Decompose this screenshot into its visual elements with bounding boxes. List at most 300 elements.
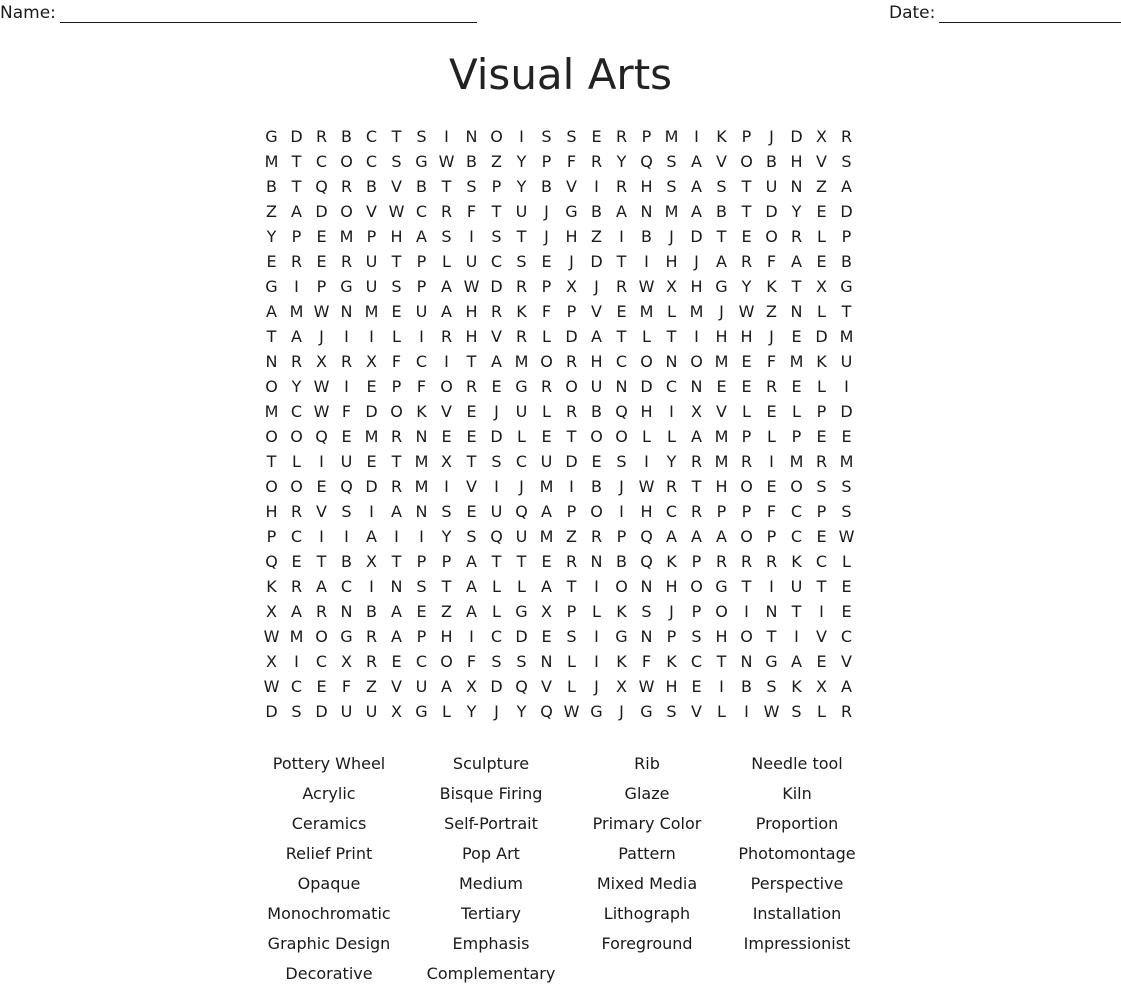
grid-letter: C <box>415 352 428 371</box>
grid-letter: C <box>815 552 828 571</box>
grid-letter: L <box>817 227 826 246</box>
grid-letter: T <box>741 577 752 596</box>
grid-letter: E <box>816 252 827 271</box>
grid-letter: J <box>594 277 599 296</box>
grid-letter: O <box>265 377 278 396</box>
grid-letter: I <box>494 477 499 496</box>
grid-letter: C <box>340 577 353 596</box>
grid-letter: A <box>691 177 702 196</box>
grid-letter: T <box>391 252 402 271</box>
grid-letter: E <box>816 202 827 221</box>
grid-letter: O <box>265 427 278 446</box>
grid-letter: I <box>569 477 574 496</box>
grid-letter: R <box>815 452 828 471</box>
grid-letter: T <box>466 452 477 471</box>
grid-letter: R <box>340 252 353 271</box>
grid-letter: F <box>541 302 552 321</box>
grid-letter: J <box>619 477 624 496</box>
grid-letter: N <box>590 552 603 571</box>
grid-letter: O <box>290 477 303 496</box>
grid-letter: Q <box>515 502 528 521</box>
date-blank-line[interactable] <box>939 6 1121 23</box>
grid-letter: R <box>440 327 453 346</box>
grid-letter: P <box>641 127 652 146</box>
grid-letter: R <box>290 252 303 271</box>
grid-letter: P <box>716 502 727 521</box>
grid-letter: R <box>465 377 478 396</box>
grid-letter: J <box>519 477 524 496</box>
grid-letter: A <box>716 527 727 546</box>
grid-letter: I <box>344 327 349 346</box>
grid-letter: X <box>341 652 352 671</box>
grid-letter: X <box>391 702 402 721</box>
grid-letter: K <box>666 652 677 671</box>
grid-letter: L <box>492 602 501 621</box>
grid-letter: V <box>716 152 727 171</box>
grid-letter: I <box>444 477 449 496</box>
grid-letter: J <box>494 402 499 421</box>
grid-letter: J <box>594 677 599 696</box>
grid-letter: C <box>490 252 503 271</box>
grid-letter: E <box>791 327 802 346</box>
grid-letter: C <box>690 652 703 671</box>
grid-letter: U <box>515 402 528 421</box>
grid-letter: I <box>794 627 799 646</box>
grid-letter: D <box>590 252 603 271</box>
grid-letter: U <box>415 677 428 696</box>
grid-letter: H <box>565 227 578 246</box>
grid-letter: R <box>790 227 803 246</box>
grid-letter: V <box>841 652 852 671</box>
grid-letter: K <box>416 402 427 421</box>
grid-letter: Y <box>741 277 752 296</box>
grid-letter: E <box>366 377 377 396</box>
grid-letter: R <box>690 502 703 521</box>
grid-letter: I <box>744 702 749 721</box>
grid-letter: P <box>491 177 502 196</box>
grid-letter: K <box>266 577 277 596</box>
grid-letter: N <box>665 352 678 371</box>
grid-letter: P <box>416 627 427 646</box>
grid-letter: Y <box>516 152 527 171</box>
grid-letter: V <box>441 402 452 421</box>
grid-letter: U <box>515 202 528 221</box>
grid-letter: G <box>765 652 778 671</box>
grid-letter: A <box>441 677 452 696</box>
grid-letter: K <box>816 352 827 371</box>
grid-letter: N <box>265 352 278 371</box>
grid-letter: S <box>716 177 727 196</box>
grid-letter: V <box>466 477 477 496</box>
date-field <box>889 3 1121 23</box>
grid-letter: H <box>715 627 728 646</box>
grid-letter: U <box>765 177 778 196</box>
grid-letter: W <box>263 627 280 646</box>
grid-letter: P <box>266 527 277 546</box>
grid-letter: H <box>790 152 803 171</box>
grid-letter: G <box>565 202 578 221</box>
grid-letter: R <box>365 652 378 671</box>
grid-letter: T <box>466 352 477 371</box>
grid-letter: W <box>438 152 455 171</box>
grid-letter: N <box>415 427 428 446</box>
grid-letter: L <box>642 427 651 446</box>
grid-letter: F <box>341 402 352 421</box>
grid-letter: E <box>816 427 827 446</box>
grid-letter: E <box>741 377 752 396</box>
grid-letter: Z <box>491 152 502 171</box>
grid-letter: Q <box>540 702 553 721</box>
name-blank-line[interactable] <box>60 6 477 23</box>
grid-letter: U <box>490 502 503 521</box>
grid-letter: O <box>390 402 403 421</box>
grid-letter: X <box>816 127 827 146</box>
grid-letter: I <box>744 602 749 621</box>
grid-letter: Q <box>315 427 328 446</box>
grid-letter: L <box>667 302 676 321</box>
grid-letter: S <box>841 502 852 521</box>
word-list-item: Glaze <box>624 784 670 803</box>
grid-letter: C <box>315 152 328 171</box>
grid-letter: O <box>690 577 703 596</box>
grid-letter: P <box>816 502 827 521</box>
grid-letter: K <box>616 652 627 671</box>
grid-letter: V <box>716 402 727 421</box>
grid-letter: Y <box>466 702 477 721</box>
grid-letter: M <box>714 352 729 371</box>
grid-letter: D <box>315 202 328 221</box>
grid-letter: Y <box>616 152 627 171</box>
grid-letter: T <box>516 227 527 246</box>
grid-letter: D <box>365 477 378 496</box>
grid-letter: I <box>369 577 374 596</box>
grid-letter: S <box>566 627 577 646</box>
grid-letter: X <box>566 277 577 296</box>
grid-letter: T <box>266 452 277 471</box>
grid-letter: V <box>366 202 377 221</box>
grid-letter: P <box>741 127 752 146</box>
grid-letter: W <box>313 402 330 421</box>
grid-letter: B <box>766 152 777 171</box>
grid-letter: L <box>517 577 526 596</box>
grid-letter: C <box>415 202 428 221</box>
grid-letter: E <box>541 627 552 646</box>
word-list-item: Tertiary <box>460 904 522 923</box>
grid-letter: S <box>641 602 652 621</box>
page-title: Visual Arts <box>448 50 673 99</box>
grid-letter: R <box>665 477 678 496</box>
grid-letter: S <box>416 127 427 146</box>
word-list-item: Impressionist <box>743 934 851 953</box>
grid-letter: M <box>514 352 529 371</box>
grid-letter: M <box>364 427 379 446</box>
grid-letter: S <box>791 702 802 721</box>
grid-letter: E <box>316 227 327 246</box>
grid-letter: W <box>638 677 655 696</box>
grid-letter: U <box>365 702 378 721</box>
grid-letter: R <box>340 352 353 371</box>
grid-letter: X <box>691 402 702 421</box>
grid-letter: S <box>766 677 777 696</box>
grid-letter: V <box>691 702 702 721</box>
grid-letter: F <box>416 377 427 396</box>
grid-letter: M <box>364 302 379 321</box>
grid-letter: L <box>667 427 676 446</box>
grid-letter: O <box>265 477 278 496</box>
grid-letter: R <box>615 277 628 296</box>
grid-letter: Y <box>516 177 527 196</box>
grid-letter: P <box>316 277 327 296</box>
grid-letter: P <box>616 527 627 546</box>
grid-letter: I <box>619 227 624 246</box>
grid-letter: O <box>290 427 303 446</box>
grid-letter: I <box>694 327 699 346</box>
grid-letter: W <box>313 377 330 396</box>
grid-letter: Q <box>640 152 653 171</box>
word-list-item: Mixed Media <box>596 874 698 893</box>
grid-letter: T <box>816 577 827 596</box>
grid-letter: L <box>442 252 451 271</box>
grid-letter: C <box>665 502 678 521</box>
grid-letter: R <box>740 452 753 471</box>
grid-letter: C <box>365 127 378 146</box>
grid-letter: E <box>541 252 552 271</box>
grid-letter: B <box>341 127 352 146</box>
word-list-item: Pottery Wheel <box>272 754 386 773</box>
grid-letter: R <box>615 127 628 146</box>
grid-letter: Q <box>640 552 653 571</box>
grid-letter: B <box>841 252 852 271</box>
word-list-item: Perspective <box>750 874 844 893</box>
word-list-item: Complementary <box>426 964 556 983</box>
word-list-item: Opaque <box>297 874 361 893</box>
grid-letter: I <box>669 402 674 421</box>
grid-letter: W <box>838 527 855 546</box>
grid-letter: Z <box>816 177 827 196</box>
grid-letter: M <box>289 627 304 646</box>
grid-letter: W <box>563 702 580 721</box>
grid-letter: Q <box>340 477 353 496</box>
grid-letter: H <box>665 577 678 596</box>
grid-letter: S <box>391 277 402 296</box>
grid-letter: E <box>841 602 852 621</box>
grid-letter: E <box>841 427 852 446</box>
word-list <box>248 749 872 989</box>
grid-letter: C <box>790 527 803 546</box>
grid-letter: S <box>516 652 527 671</box>
grid-letter: O <box>540 352 553 371</box>
grid-letter: R <box>765 552 778 571</box>
grid-letter: N <box>790 302 803 321</box>
grid-letter: S <box>666 152 677 171</box>
grid-letter: S <box>666 177 677 196</box>
grid-letter: I <box>294 652 299 671</box>
grid-letter: P <box>566 602 577 621</box>
grid-letter: I <box>694 127 699 146</box>
grid-letter: M <box>539 527 554 546</box>
grid-letter: X <box>666 277 677 296</box>
grid-letter: E <box>616 302 627 321</box>
grid-letter: G <box>840 277 853 296</box>
grid-letter: S <box>816 477 827 496</box>
grid-letter: G <box>340 277 353 296</box>
grid-letter: S <box>491 452 502 471</box>
grid-letter: T <box>441 177 452 196</box>
grid-letter: Q <box>315 177 328 196</box>
word-list-item: Medium <box>459 874 523 893</box>
grid-letter: A <box>541 502 552 521</box>
word-list-item: Lithograph <box>603 904 691 923</box>
grid-letter: O <box>740 627 753 646</box>
grid-letter: C <box>365 152 378 171</box>
grid-letter: A <box>541 577 552 596</box>
grid-letter: H <box>740 327 753 346</box>
grid-letter: R <box>315 127 328 146</box>
grid-letter: K <box>716 127 727 146</box>
grid-letter: G <box>340 627 353 646</box>
grid-letter: B <box>541 177 552 196</box>
grid-letter: L <box>817 377 826 396</box>
grid-letter: H <box>440 627 453 646</box>
grid-letter: O <box>590 427 603 446</box>
grid-letter: E <box>741 352 752 371</box>
grid-letter: H <box>265 502 278 521</box>
grid-letter: U <box>590 377 603 396</box>
grid-letter: D <box>515 627 528 646</box>
grid-letter: D <box>640 377 653 396</box>
grid-letter: N <box>465 127 478 146</box>
grid-letter: G <box>715 577 728 596</box>
grid-letter: T <box>741 177 752 196</box>
grid-letter: E <box>766 402 777 421</box>
grid-letter: E <box>441 427 452 446</box>
grid-letter: H <box>640 177 653 196</box>
grid-letter: I <box>519 127 524 146</box>
grid-letter: D <box>690 227 703 246</box>
grid-letter: E <box>791 377 802 396</box>
grid-letter: W <box>738 302 755 321</box>
grid-letter: R <box>590 152 603 171</box>
grid-letter: Y <box>441 527 452 546</box>
grid-letter: S <box>416 577 427 596</box>
grid-letter: N <box>340 302 353 321</box>
grid-letter: O <box>690 352 703 371</box>
grid-letter: J <box>669 227 674 246</box>
grid-letter: G <box>265 277 278 296</box>
grid-letter: Q <box>640 527 653 546</box>
grid-letter: R <box>615 177 628 196</box>
grid-letter: C <box>415 652 428 671</box>
grid-letter: X <box>541 602 552 621</box>
grid-letter: M <box>289 302 304 321</box>
grid-letter: E <box>391 302 402 321</box>
grid-letter: R <box>540 377 553 396</box>
grid-letter: T <box>791 602 802 621</box>
grid-letter: F <box>391 352 402 371</box>
grid-letter: O <box>340 152 353 171</box>
grid-letter: R <box>290 577 303 596</box>
grid-letter: O <box>615 577 628 596</box>
grid-letter: I <box>594 577 599 596</box>
word-list-item: Rib <box>634 754 660 773</box>
grid-letter: E <box>841 577 852 596</box>
grid-letter: M <box>414 477 429 496</box>
grid-letter: I <box>619 502 624 521</box>
grid-letter: T <box>691 477 702 496</box>
grid-letter: M <box>789 352 804 371</box>
grid-letter: R <box>590 527 603 546</box>
grid-letter: X <box>441 452 452 471</box>
grid-letter: M <box>789 452 804 471</box>
grid-letter: T <box>566 577 577 596</box>
grid-letter: L <box>292 452 301 471</box>
grid-letter: N <box>640 627 653 646</box>
grid-letter: D <box>365 402 378 421</box>
grid-letter: A <box>491 352 502 371</box>
grid-letter: T <box>391 127 402 146</box>
grid-letter: D <box>765 202 778 221</box>
date-label: Date: <box>889 3 936 23</box>
grid-letter: S <box>491 652 502 671</box>
word-list-item: Acrylic <box>302 784 356 803</box>
word-list-item: Emphasis <box>452 934 530 953</box>
grid-letter: G <box>415 702 428 721</box>
grid-letter: U <box>790 577 803 596</box>
grid-letter: B <box>741 677 752 696</box>
grid-letter: I <box>344 527 349 546</box>
grid-letter: E <box>691 677 702 696</box>
grid-letter: U <box>340 702 353 721</box>
grid-letter: T <box>491 552 502 571</box>
grid-letter: D <box>490 427 503 446</box>
grid-letter: S <box>616 452 627 471</box>
word-list-item: Sculpture <box>452 754 530 773</box>
grid-letter: I <box>444 352 449 371</box>
grid-letter: L <box>517 427 526 446</box>
grid-letter: E <box>466 427 477 446</box>
grid-letter: O <box>740 477 753 496</box>
grid-letter: T <box>391 452 402 471</box>
grid-letter: D <box>315 702 328 721</box>
grid-letter: E <box>816 527 827 546</box>
grid-letter: C <box>315 652 328 671</box>
grid-letter: E <box>466 402 477 421</box>
grid-letter: O <box>740 527 753 546</box>
grid-letter: Z <box>366 677 377 696</box>
grid-letter: S <box>566 127 577 146</box>
grid-letter: M <box>839 452 854 471</box>
grid-letter: L <box>717 702 726 721</box>
grid-letter: A <box>266 302 277 321</box>
grid-letter: A <box>316 577 327 596</box>
grid-letter: B <box>591 477 602 496</box>
grid-letter: R <box>840 127 853 146</box>
grid-letter: A <box>691 527 702 546</box>
grid-letter: I <box>444 127 449 146</box>
grid-letter: W <box>388 202 405 221</box>
grid-letter: E <box>591 127 602 146</box>
grid-letter: R <box>740 552 753 571</box>
grid-letter: C <box>490 627 503 646</box>
grid-letter: X <box>616 677 627 696</box>
grid-letter: R <box>690 452 703 471</box>
grid-letter: Z <box>766 302 777 321</box>
grid-letter: S <box>691 627 702 646</box>
grid-letter: T <box>666 327 677 346</box>
grid-letter: I <box>469 627 474 646</box>
grid-letter: T <box>791 277 802 296</box>
word-list-item: Relief Print <box>285 844 373 863</box>
